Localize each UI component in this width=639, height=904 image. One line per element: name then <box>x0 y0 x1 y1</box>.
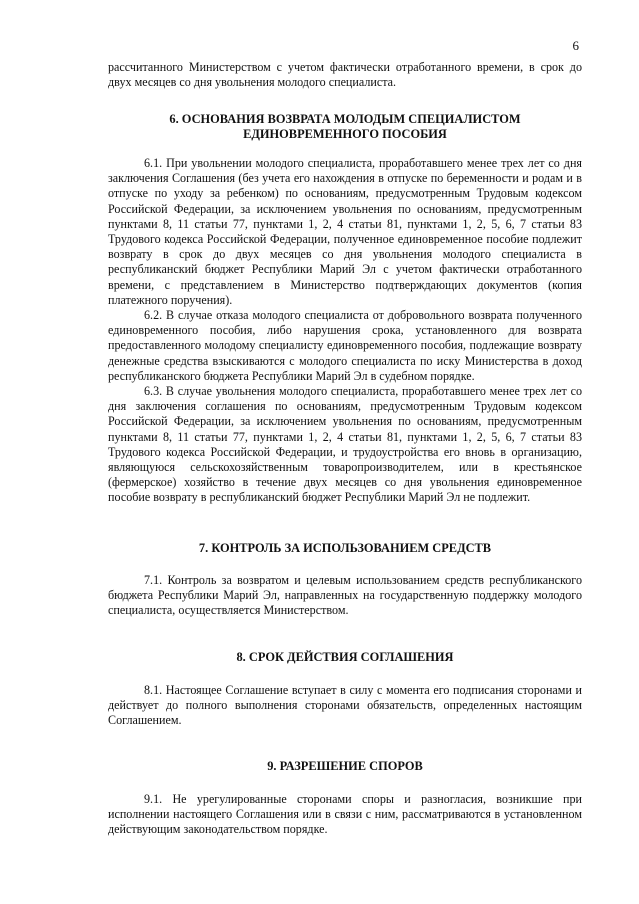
intro-text-block <box>108 60 582 90</box>
section-6-body <box>108 156 582 506</box>
section-7-body <box>108 573 582 619</box>
paragraph-7-1: 7.1. Контроль за возвратом и целевым использованием средств республиканского бюджета Республики Марий Эл, направленных на государственную поддержку молодого специалиста, осуществляется Министерством. <box>108 573 582 618</box>
paragraph-9-1: 9.1. Не урегулированные сторонами споры и разногласия, возникшие при исполнении настоящего Соглашения или в связи с ним, рассматриваются в установленном действующим законодательством порядке. <box>108 792 582 837</box>
paragraph-6-1: 6.1. При увольнении молодого специалиста, проработавшего менее трех лет со дня заключения Соглашения (без учета его нахождения в отпуске по беременности и родам и в отпуске по уходу за ребенком) по основаниям, предусмотренным Трудовым кодексом Российской Федерации, за исключением увольнения по основаниям, предусмотренным пунктами 8, 11 статьи 77, пунктами 1, 2, 4 статьи 81, пунктами 1, 2, 5, 6, 7 статьи 83 Трудового кодекса Российской Федерации, полученное единовременное пособие подлежит возврату в срок до двух месяцев со дня увольнения молодого специалиста в республиканский бюджет Республики Марий Эл с учетом фактически отработанного времени, с представлением в Министерство подтверждающих документов (копия платежного поручения). <box>108 156 582 307</box>
section-6-title-line1: 6. ОСНОВАНИЯ ВОЗВРАТА МОЛОДЫМ СПЕЦИАЛИСТОМ <box>169 112 521 126</box>
section-8-body <box>108 683 582 729</box>
section-6-title <box>108 112 582 143</box>
intro-paragraph: рассчитанного Министерством с учетом фактически отработанного времени, в срок до двух месяцев со дня увольнения молодого специалиста. <box>108 60 582 90</box>
paragraph-8-1: 8.1. Настоящее Соглашение вступает в силу с момента его подписания сторонами и действует до полного выполнения сторонами обязательств, определенных настоящим Соглашением. <box>108 683 582 728</box>
section-7-title: 7. КОНТРОЛЬ ЗА ИСПОЛЬЗОВАНИЕМ СРЕДСТВ <box>198 541 492 555</box>
paragraph-6-2: 6.2. В случае отказа молодого специалиста от добровольного возврата полученного единовременного пособия, либо нарушения срока, установленного для возврата предоставленного молодому специалисту единовременного пособия, подлежащие возврату денежные средства взыскиваются с молодого специалиста по иску Министерства в доход республиканского бюджета Республики Марий Эл в судебном порядке. <box>108 308 582 383</box>
section-9-title: 9. РАЗРЕШЕНИЕ СПОРОВ <box>267 759 423 773</box>
page-number: 6 <box>572 38 579 53</box>
section-9-body <box>108 792 582 838</box>
section-8-title: 8. СРОК ДЕЙСТВИЯ СОГЛАШЕНИЯ <box>236 650 454 664</box>
section-6-title-line2: ЕДИНОВРЕМЕННОГО ПОСОБИЯ <box>243 127 447 142</box>
paragraph-6-3: 6.3. В случае увольнения молодого специалиста, проработавшего менее трех лет со дня заключения соглашения по основаниям, предусмотренным Трудовым кодексом Российской Федерации, за исключением увольнения по основаниям, предусмотренным пунктами 8, 11 статьи 77, пунктами 1, 2, 4 статьи 81, пунктами 1, 2, 5, 6, 7 статьи 83 Трудового кодекса Российской Федерации, и трудоустройства его вновь в организацию, являющуюся сельскохозяйственным товаропроизводителем, или в крестьянское (фермерское) хозяйство в течение двух месяцев со дня увольнения единовременное пособие возврату в республиканский бюджет Республики Марий Эл не подлежит. <box>108 384 582 505</box>
